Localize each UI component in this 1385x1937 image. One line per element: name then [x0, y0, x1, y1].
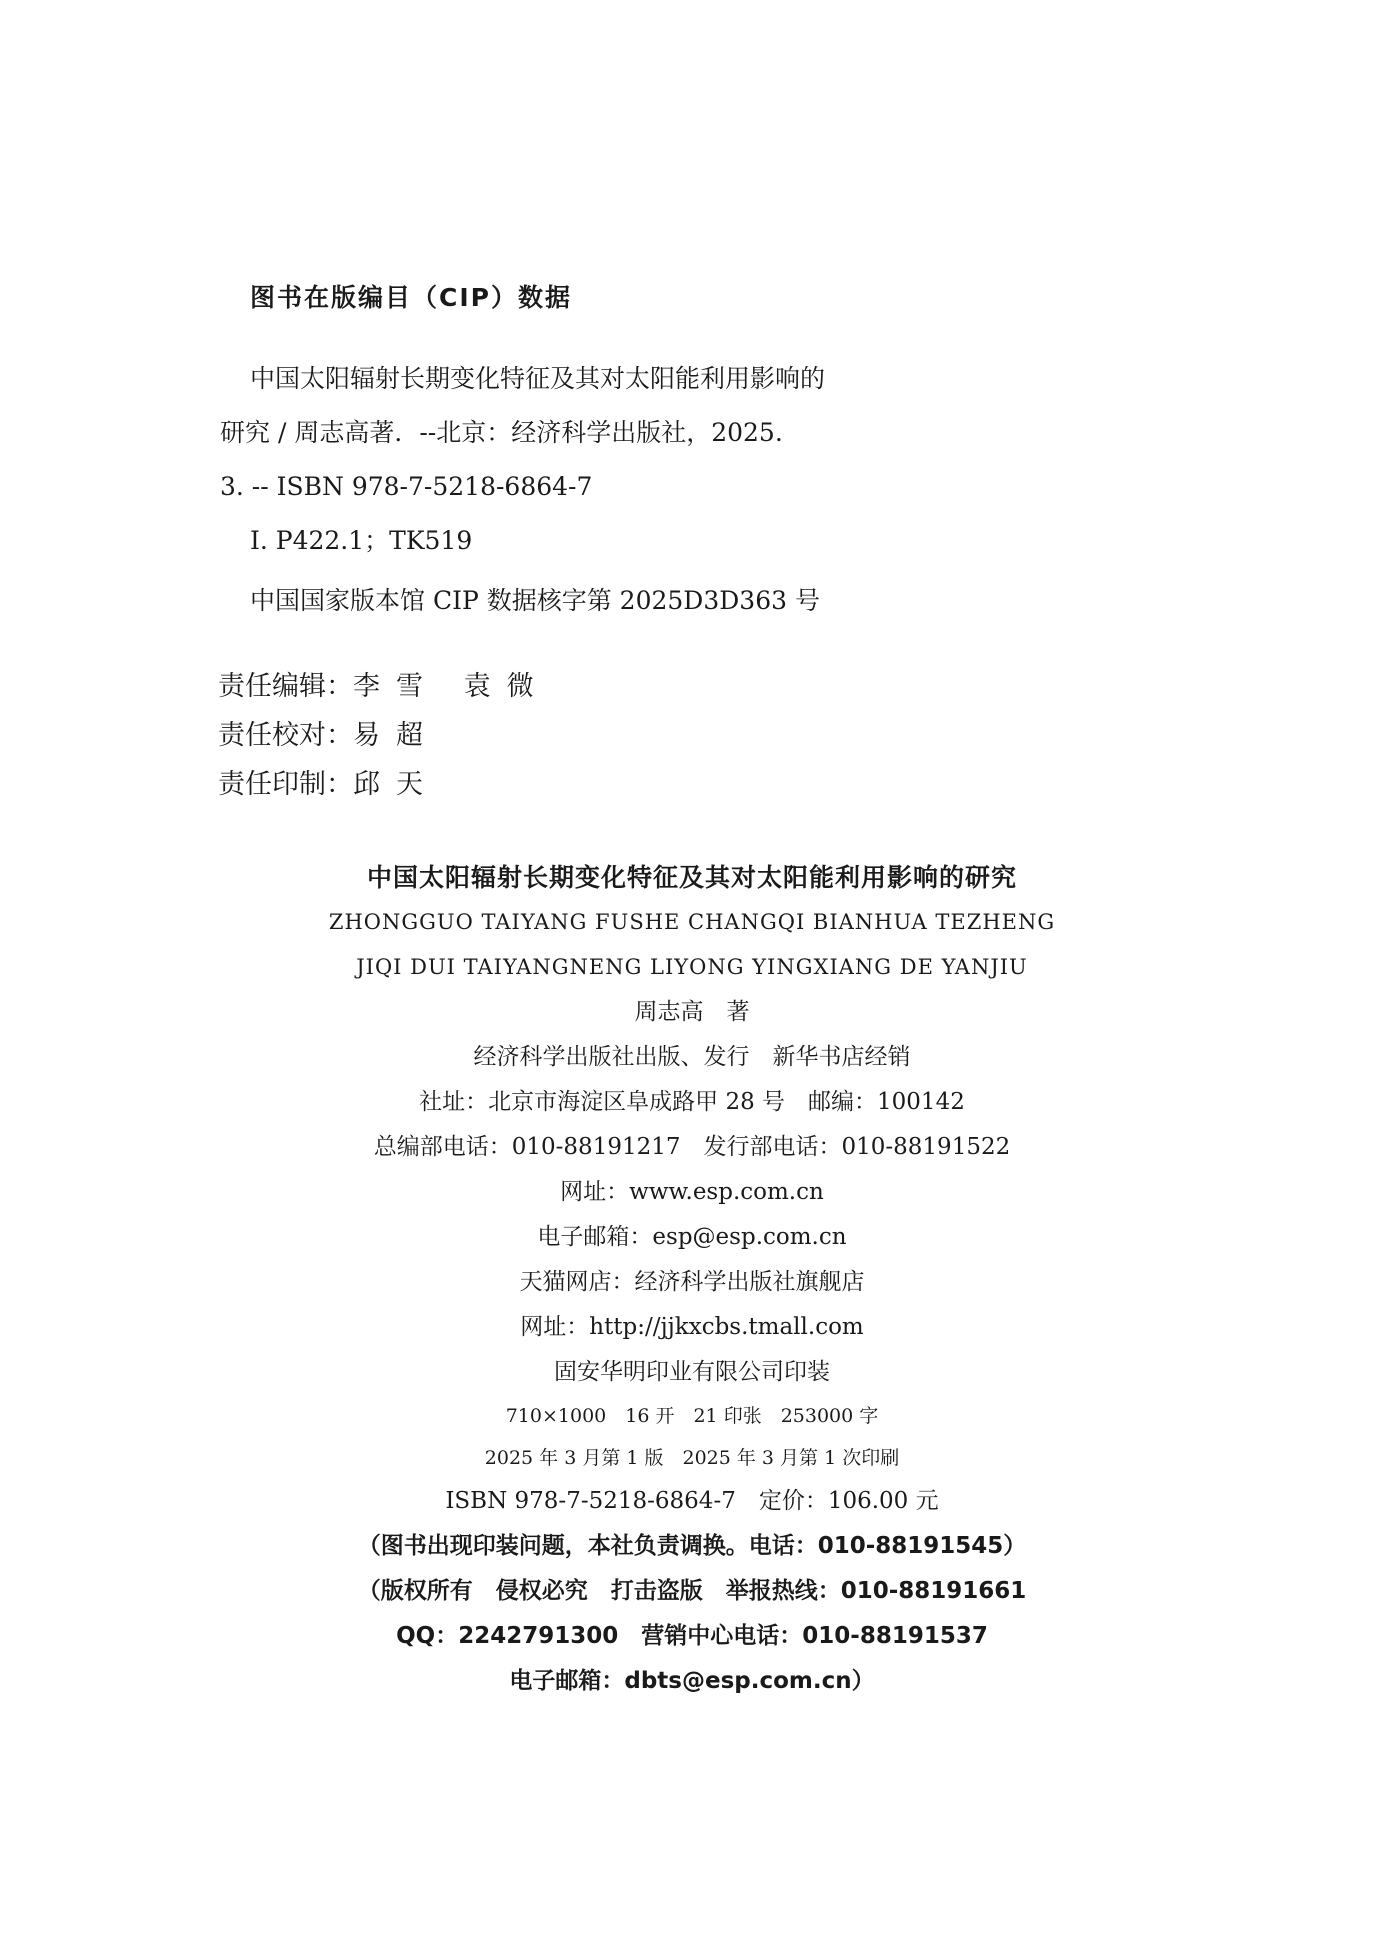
address-line: 社址：北京市海淀区阜成路甲 28 号 邮编：100142: [419, 1089, 965, 1115]
cip-record: [220, 352, 1170, 628]
responsible-editor: [218, 662, 550, 711]
cip-title-line-1: 中国太阳辐射长期变化特征及其对太阳能利用影响的: [250, 364, 826, 393]
format-line: 710×1000 16 开 21 印张 253000 字: [505, 1405, 879, 1427]
isbn-price-line: ISBN 978-7-5218-6864-7 定价：106.00 元: [445, 1488, 939, 1514]
cip-header: 图书在版编目（CIP）数据: [250, 283, 572, 312]
author-line: 周志高 著: [634, 999, 750, 1025]
complaint-email: 电子邮箱：dbts@esp.com.cn）: [509, 1668, 875, 1694]
proofreader-label: 责任校对：: [218, 720, 353, 751]
cip-classification-line: Ⅰ. P422.1；TK519: [250, 526, 473, 555]
responsible-printing: [218, 760, 550, 809]
printing-label: 责任印制：: [218, 769, 353, 800]
edition-line: 2025 年 3 月第 1 版 2025 年 3 月第 1 次印刷: [484, 1447, 900, 1469]
email-line: 电子邮箱：esp@esp.com.cn: [537, 1224, 847, 1250]
printer-line: 固安华明印业有限公司印装: [554, 1359, 830, 1385]
colophon: [192, 856, 1192, 1704]
website-line: 网址：www.esp.com.cn: [560, 1179, 824, 1205]
proofreader-names: 易超: [353, 720, 439, 751]
pinyin-title-line-1: ZHONGGUO TAIYANG FUSHE CHANGQI BIANHUA TEZHENG: [328, 910, 1056, 934]
pinyin-title-line-2: JIQI DUI TAIYANGNENG LIYONG YINGXIANG DE YANJIU: [356, 955, 1028, 979]
copyright-notice: （版权所有 侵权必究 打击盗版 举报热线：010-88191661: [357, 1578, 1027, 1604]
editor-label: 责任编辑：: [218, 671, 353, 702]
phones-line: 总编部电话：010-88191217 发行部电话：010-88191522: [373, 1134, 1011, 1160]
book-title: 中国太阳辐射长期变化特征及其对太阳能利用影响的研究: [366, 863, 1017, 892]
cip-record-number: 中国国家版本馆 CIP 数据核字第 2025D3D363 号: [250, 586, 820, 615]
editor-names: 李雪 袁微: [353, 671, 550, 702]
cip-title-line-2: 研究 / 周志高著．--北京：经济科学出版社，2025.: [220, 418, 783, 447]
contact-notice: QQ：2242791300 营销中心电话：010-88191537: [396, 1623, 988, 1649]
tmall-url-line: 网址：http://jjkxcbs.tmall.com: [520, 1314, 864, 1340]
publisher-line: 经济科学出版社出版、发行 新华书店经销: [473, 1044, 911, 1070]
tmall-store-line: 天猫网店：经济科学出版社旗舰店: [519, 1269, 865, 1295]
printing-names: 邱天: [353, 769, 439, 800]
responsible-proofreader: [218, 711, 550, 760]
responsible-staff: [218, 662, 550, 809]
cip-isbn-line: 3. -- ISBN 978-7-5218-6864-7: [220, 472, 593, 501]
quality-notice: （图书出现印装问题，本社负责调换。电话：010-88191545）: [357, 1533, 1027, 1559]
